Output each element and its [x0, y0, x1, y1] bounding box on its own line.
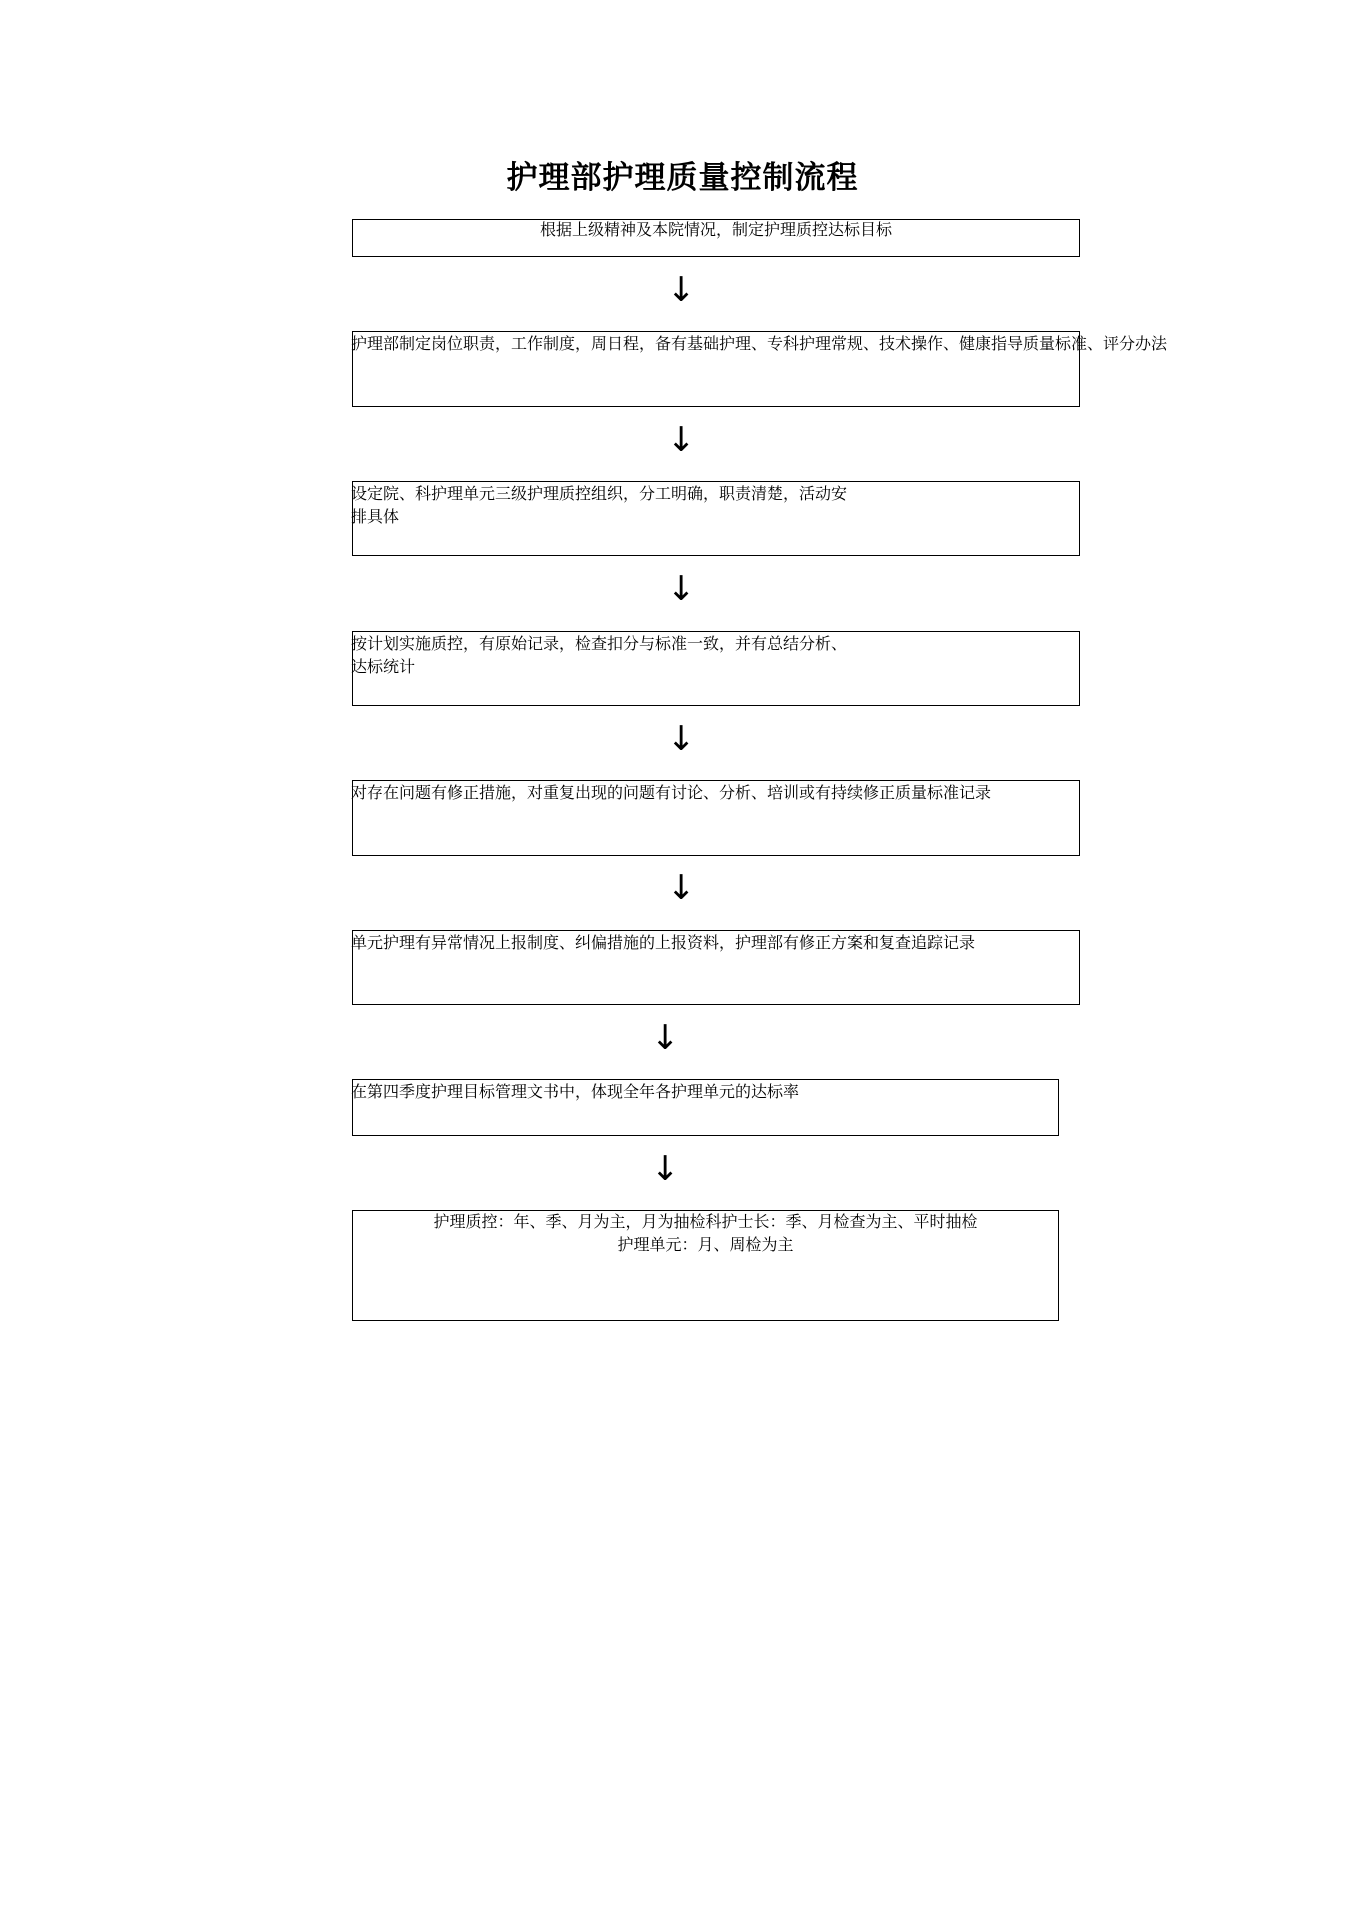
flow-step-3-text: 设定院、科护理单元三级护理质控组织，分工明确，职责清楚，活动安排具体 — [351, 484, 848, 526]
flow-step-8-line-2: 护理单元：月、周检为主 — [617, 1235, 794, 1254]
flow-step-1-text: 根据上级精神及本院情况，制定护理质控达标目标 — [539, 220, 892, 239]
arrow-down-icon: ↓ — [651, 1149, 680, 1189]
arrow-down-icon: ↓ — [667, 719, 696, 759]
flow-step-6 — [352, 930, 1080, 1005]
flow-step-5 — [352, 780, 1080, 856]
arrow-down-icon: ↓ — [667, 420, 696, 460]
flow-step-4 — [352, 631, 1080, 706]
flow-step-7 — [352, 1079, 1059, 1136]
flow-step-7-text: 在第四季度护理目标管理文书中，体现全年各护理单元的达标率 — [351, 1082, 800, 1101]
flow-step-8-line-1: 护理质控：年、季、月为主，月为抽检科护士长：季、月检查为主、平时抽检 — [433, 1212, 978, 1231]
flow-step-2 — [351, 331, 1168, 407]
page-title: 护理部护理质量控制流程 — [506, 160, 859, 196]
flow-step-1 — [352, 219, 1080, 257]
flow-step-2-text: 护理部制定岗位职责，工作制度，周日程，备有基础护理、专科护理常规、技术操作、健康指导质量标准、评分办法 — [351, 334, 1168, 353]
arrow-down-icon: ↓ — [667, 270, 696, 310]
flow-step-3 — [352, 481, 1080, 556]
arrow-down-icon: ↓ — [667, 868, 696, 908]
arrow-down-icon: ↓ — [651, 1018, 680, 1058]
flow-step-4-text: 按计划实施质控，有原始记录，检查扣分与标准一致，并有总结分析、达标统计 — [351, 634, 848, 676]
flow-step-6-text: 单元护理有异常情况上报制度、纠偏措施的上报资料，护理部有修正方案和复查追踪记录 — [351, 933, 976, 952]
flow-step-5-text: 对存在问题有修正措施，对重复出现的问题有讨论、分析、培训或有持续修正质量标准记录 — [351, 783, 992, 802]
flow-step-8 — [352, 1210, 1059, 1321]
arrow-down-icon: ↓ — [667, 569, 696, 609]
